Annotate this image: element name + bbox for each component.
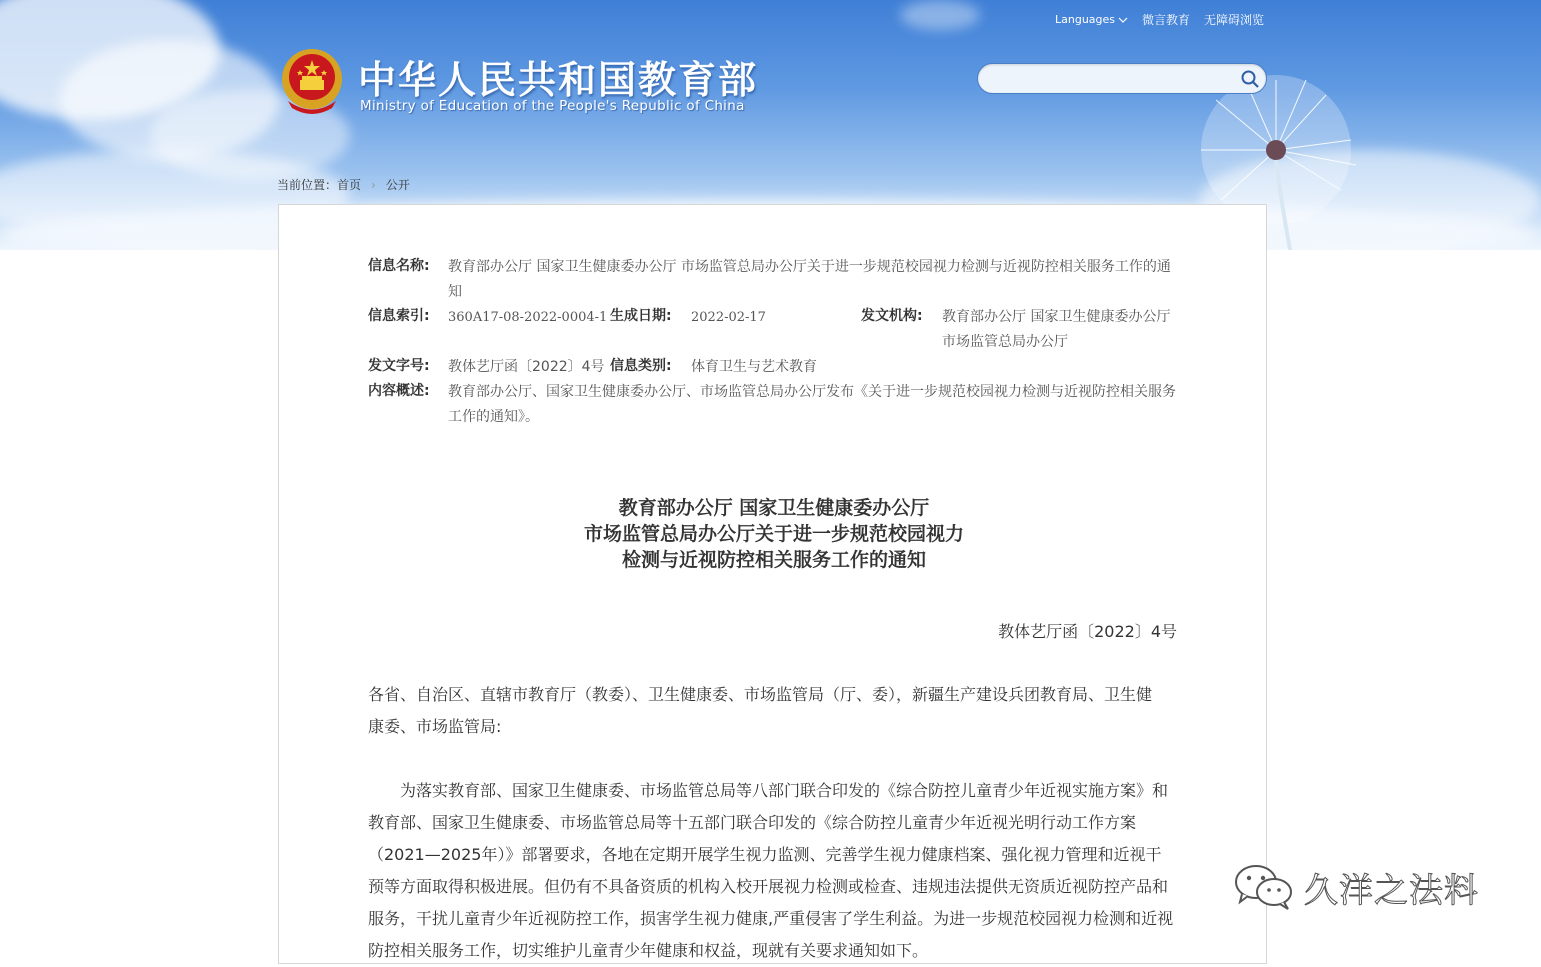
breadcrumb-current[interactable]: 公开 <box>385 178 410 192</box>
document-number: 教体艺厅函〔2022〕4号 <box>998 622 1177 641</box>
recipients-line-2: 康委、市场监管局: <box>368 717 502 736</box>
document-title-line-2: 市场监管总局办公厅关于进一步规范校园视力 <box>583 523 964 545</box>
meta-org-value-2: 市场监管总局办公厅 <box>942 334 1068 350</box>
wechat-icon <box>1232 862 1296 912</box>
body-line-5: 服务，干扰儿童青少年近视防控工作，损害学生视力健康,严重侵害了学生利益。为进一步规范校园视力检测和近视 <box>368 909 1174 928</box>
recipients-line-1: 各省、自治区、直辖市教育厅（教委）、卫生健康委、市场监管局（厅、委），新疆生产建设兵团教育局、卫生健 <box>368 685 1153 704</box>
meta-index-value: 360A17-08-2022-0004-1 <box>448 310 608 325</box>
watermark-text: 久洋之法料 <box>1304 870 1479 911</box>
meta-docno-value: 教体艺厅函〔2022〕4号 <box>448 359 605 375</box>
meta-summary-line-1: 教育部办公厅、国家卫生健康委办公厅、市场监管总局办公厅发布《关于进一步规范校园视力检测与近视防控相关服务 <box>448 384 1176 400</box>
top-links <box>1055 11 1264 28</box>
breadcrumb <box>277 176 410 193</box>
body-paragraph <box>368 775 1178 967</box>
site-title-en: Ministry of Education of the People's Republic of China <box>360 98 745 114</box>
search-input[interactable] <box>990 64 1244 95</box>
body-line-1: 为落实教育部、国家卫生健康委、市场监管总局等八部门联合印发的《综合防控儿童青少年近视实施方案》和 <box>368 781 1169 800</box>
watermark <box>1232 862 1479 912</box>
search-icon[interactable] <box>1240 69 1260 89</box>
meta-org-label: 发文机构: <box>861 308 923 324</box>
meta-name-label: 信息名称: <box>368 258 430 274</box>
meta-category-value: 体育卫生与艺术教育 <box>691 359 817 375</box>
chevron-down-icon <box>1118 16 1128 24</box>
accessible-browse-link[interactable]: 无障碍浏览 <box>1204 13 1265 27</box>
search-box <box>977 63 1267 94</box>
national-emblem-icon[interactable] <box>280 46 344 116</box>
meta-summary-line-2: 工作的通知》。 <box>448 409 539 425</box>
meta-docno-label: 发文字号: <box>368 358 430 374</box>
content-panel <box>278 204 1267 964</box>
meta-org-value-1: 教育部办公厅 国家卫生健康委办公厅 <box>942 309 1171 325</box>
site-title-cn[interactable]: 中华人民共和国教育部 <box>358 57 759 102</box>
document-title <box>369 495 1179 573</box>
languages-label: Languages <box>1055 13 1116 26</box>
meta-name-value-1: 教育部办公厅 国家卫生健康委办公厅 市场监管总局办公厅关于进一步规范校园视力检测与近视防控相关服务工作的通 <box>448 259 1171 275</box>
meta-name-value-2: 知 <box>448 284 462 300</box>
body-line-3: （2021—2025年）》部署要求，各地在定期开展学生视力监测、完善学生视力健康档案、强化视力管理和近视干 <box>368 845 1162 864</box>
body-line-4: 预等方面取得积极进展。但仍有不具备资质的机构入校开展视力检测或检查、违规违法提供无资质近视防控产品和 <box>368 877 1169 896</box>
meta-summary-label: 内容概述: <box>368 383 430 399</box>
breadcrumb-home[interactable]: 首页 <box>337 178 362 192</box>
weiyan-link[interactable]: 微言教育 <box>1142 13 1191 27</box>
breadcrumb-label: 当前位置： <box>277 178 338 192</box>
chevron-right-icon: › <box>371 177 376 192</box>
languages-dropdown[interactable] <box>1055 11 1128 28</box>
meta-date-value: 2022-02-17 <box>691 310 766 325</box>
meta-date-label: 生成日期: <box>610 308 672 324</box>
recipients <box>368 679 1178 743</box>
meta-category-label: 信息类别: <box>610 358 672 374</box>
body-line-2: 教育部、国家卫生健康委、市场监管总局等十五部门联合印发的《综合防控儿童青少年近视光明行动工作方案 <box>368 813 1137 832</box>
body-line-6: 防控相关服务工作，切实维护儿童青少年健康和权益，现就有关要求通知如下。 <box>368 941 929 960</box>
document-title-line-1: 教育部办公厅 国家卫生健康委办公厅 <box>618 497 930 519</box>
meta-index-label: 信息索引: <box>368 308 430 324</box>
document-title-line-3: 检测与近视防控相关服务工作的通知 <box>621 549 926 571</box>
